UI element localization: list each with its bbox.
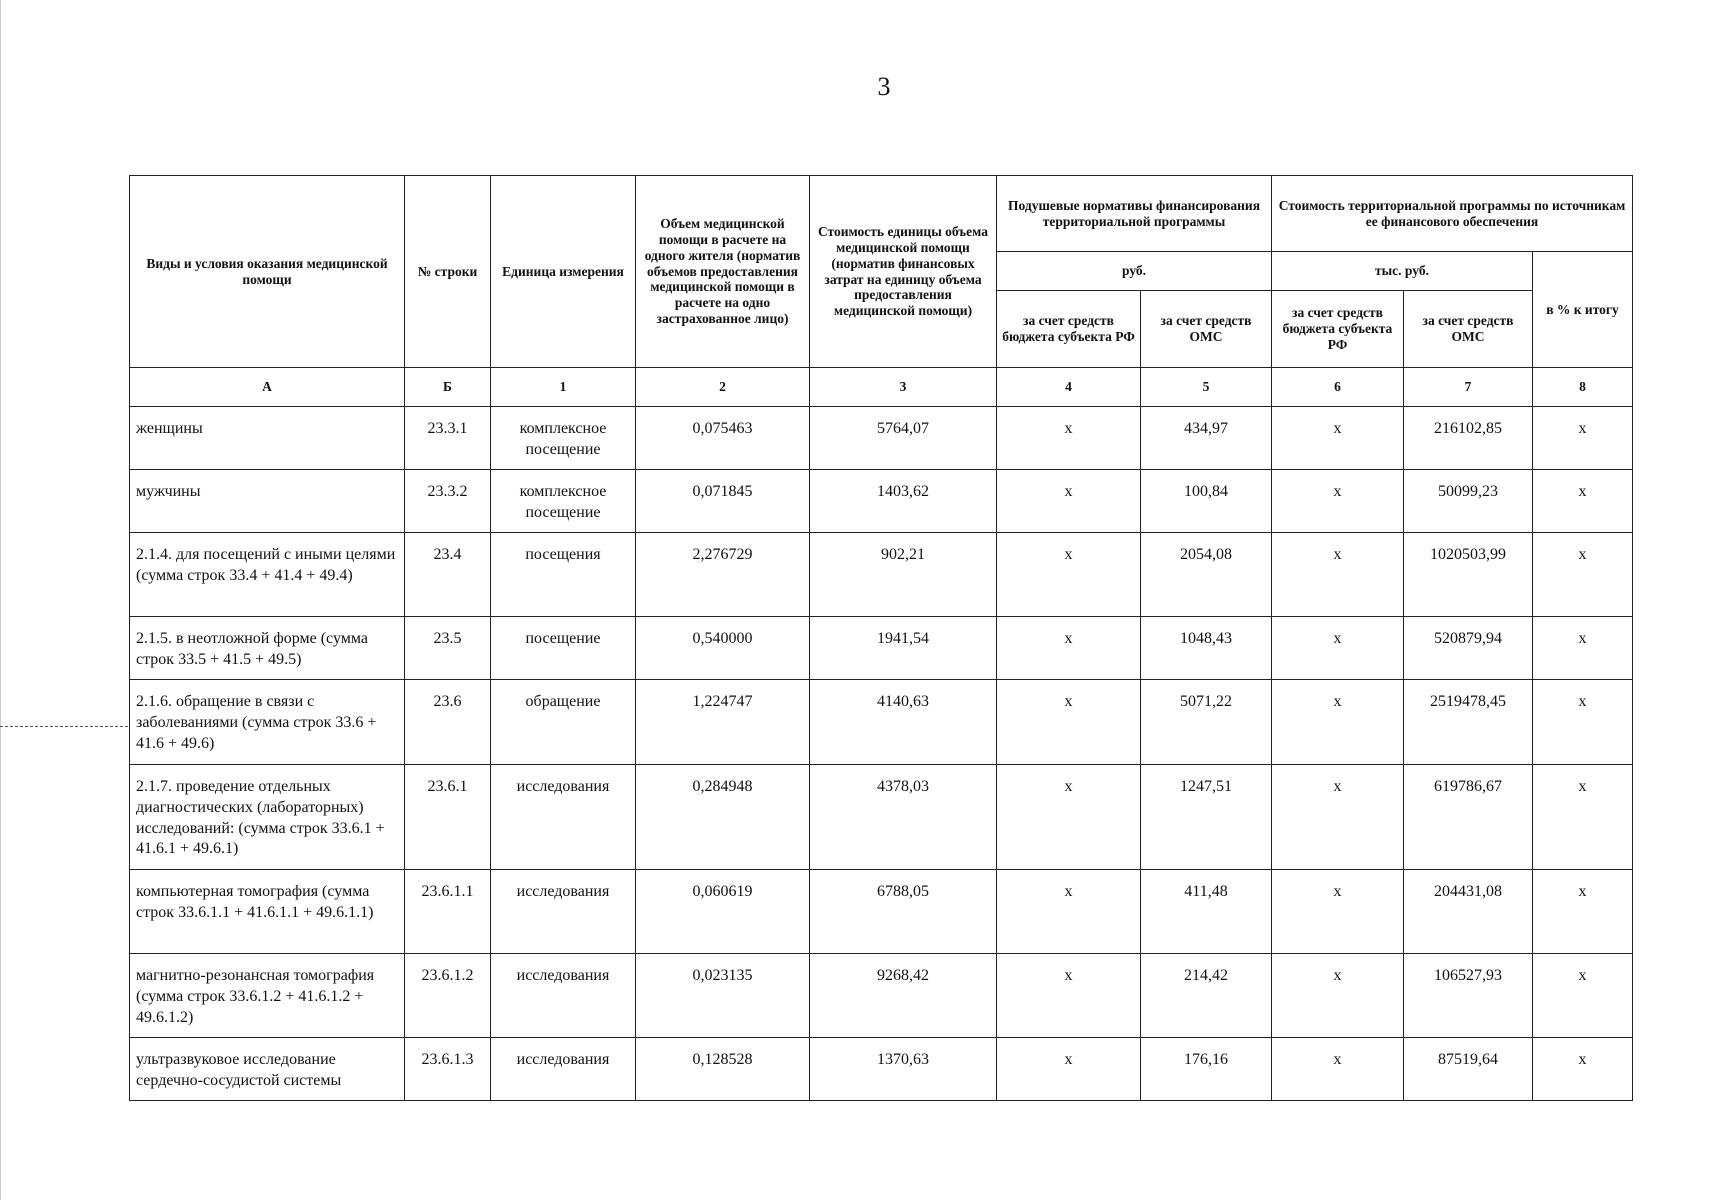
row-c5: 176,16: [1141, 1038, 1272, 1101]
index-cell: 3: [810, 368, 997, 407]
index-cell: 4: [997, 368, 1141, 407]
table-row: [130, 407, 1633, 470]
row-c6: х: [1272, 533, 1404, 617]
header-col-b: № строки: [405, 176, 491, 368]
row-c7: 204431,08: [1404, 870, 1533, 954]
row-c5: 1247,51: [1141, 765, 1272, 870]
row-c7: 216102,85: [1404, 407, 1533, 470]
row-cost: 4378,03: [810, 765, 997, 870]
row-c6: х: [1272, 765, 1404, 870]
row-c8: х: [1533, 533, 1633, 617]
row-name: женщины: [130, 407, 405, 470]
table-row: [130, 533, 1633, 617]
header-col-a: Виды и условия оказания медицинской помощи: [130, 176, 405, 368]
row-c4: х: [997, 407, 1141, 470]
table-body: [130, 407, 1633, 1101]
header-col-3: Стоимость единицы объема медицинской помощи (норматив финансовых затрат на единицу объема предоставления медицинской помощи): [810, 176, 997, 368]
row-volume: 0,060619: [636, 870, 810, 954]
row-name: магнитно-резонансная томография (сумма строк 33.6.1.2 + 41.6.1.2 + 49.6.1.2): [130, 954, 405, 1038]
row-c4: х: [997, 617, 1141, 680]
row-cost: 1403,62: [810, 470, 997, 533]
row-code: 23.6: [405, 680, 491, 765]
row-c6: х: [1272, 407, 1404, 470]
row-unit: исследования: [491, 765, 636, 870]
header-col-7: за счет средств ОМС: [1404, 291, 1533, 368]
row-c8: х: [1533, 470, 1633, 533]
table-row: [130, 1038, 1633, 1101]
row-code: 23.6.1.3: [405, 1038, 491, 1101]
row-unit: исследования: [491, 954, 636, 1038]
row-cost: 9268,42: [810, 954, 997, 1038]
row-unit: комплексное посещение: [491, 470, 636, 533]
row-c8: х: [1533, 870, 1633, 954]
table-row: [130, 870, 1633, 954]
page-number: 3: [877, 72, 891, 101]
row-volume: 0,023135: [636, 954, 810, 1038]
row-c4: х: [997, 954, 1141, 1038]
row-c4: х: [997, 680, 1141, 765]
row-c8: х: [1533, 765, 1633, 870]
table-row: [130, 470, 1633, 533]
index-cell: 6: [1272, 368, 1404, 407]
row-c6: х: [1272, 617, 1404, 680]
row-c5: 100,84: [1141, 470, 1272, 533]
column-index-row: [130, 368, 1633, 407]
row-c5: 214,42: [1141, 954, 1272, 1038]
row-code: 23.5: [405, 617, 491, 680]
index-cell: 1: [491, 368, 636, 407]
row-c7: 2519478,45: [1404, 680, 1533, 765]
index-cell: 5: [1141, 368, 1272, 407]
row-volume: 0,071845: [636, 470, 810, 533]
row-c6: х: [1272, 680, 1404, 765]
row-c4: х: [997, 870, 1141, 954]
row-name: ультразвуковое исследование сердечно-сосудистой системы: [130, 1038, 405, 1101]
row-name: 2.1.5. в неотложной форме (сумма строк 33.5 + 41.5 + 49.5): [130, 617, 405, 680]
financing-table-container: [129, 175, 1633, 1101]
row-c8: х: [1533, 680, 1633, 765]
row-c5: 2054,08: [1141, 533, 1272, 617]
header-unit-thousand-rub: тыс. руб.: [1272, 252, 1533, 291]
row-c7: 50099,23: [1404, 470, 1533, 533]
row-cost: 1370,63: [810, 1038, 997, 1101]
row-code: 23.6.1: [405, 765, 491, 870]
row-code: 23.6.1.2: [405, 954, 491, 1038]
row-c7: 1020503,99: [1404, 533, 1533, 617]
row-c6: х: [1272, 470, 1404, 533]
row-unit: комплексное посещение: [491, 407, 636, 470]
row-name: мужчины: [130, 470, 405, 533]
header-group-cost: Стоимость территориальной программы по источникам ее финансового обеспечения: [1272, 176, 1633, 252]
row-c4: х: [997, 533, 1141, 617]
table-header: [130, 176, 1633, 407]
row-volume: 2,276729: [636, 533, 810, 617]
row-volume: 0,075463: [636, 407, 810, 470]
row-code: 23.3.1: [405, 407, 491, 470]
row-c7: 87519,64: [1404, 1038, 1533, 1101]
row-volume: 0,128528: [636, 1038, 810, 1101]
row-cost: 1941,54: [810, 617, 997, 680]
index-cell: Б: [405, 368, 491, 407]
scan-artifact-dash: [0, 726, 128, 727]
table-row: [130, 617, 1633, 680]
row-c5: 5071,22: [1141, 680, 1272, 765]
row-c6: х: [1272, 954, 1404, 1038]
header-unit-rub: руб.: [997, 252, 1272, 291]
row-code: 23.6.1.1: [405, 870, 491, 954]
index-cell: А: [130, 368, 405, 407]
row-unit: исследования: [491, 870, 636, 954]
row-volume: 0,540000: [636, 617, 810, 680]
row-volume: 0,284948: [636, 765, 810, 870]
row-unit: посещения: [491, 533, 636, 617]
financing-table: [129, 175, 1633, 1101]
row-c8: х: [1533, 407, 1633, 470]
row-c5: 411,48: [1141, 870, 1272, 954]
row-name: компьютерная томография (сумма строк 33.6.1.1 + 41.6.1.1 + 49.6.1.1): [130, 870, 405, 954]
header-group-per-capita: Подушевые нормативы финансирования территориальной программы: [997, 176, 1272, 252]
index-cell: 7: [1404, 368, 1533, 407]
row-name: 2.1.7. проведение отдельных диагностических (лабораторных) исследований: (сумма строк 33.6.1 + 41.6.1 + 49.6.1): [130, 765, 405, 870]
row-c8: х: [1533, 954, 1633, 1038]
header-col-2: Объем медицинской помощи в расчете на одного жителя (норматив объемов предоставления медицинской помощи в расчете на одно застрахованное лицо): [636, 176, 810, 368]
scan-margin-line: [0, 0, 1, 1200]
row-code: 23.3.2: [405, 470, 491, 533]
header-col-5: за счет средств ОМС: [1141, 291, 1272, 368]
row-c4: х: [997, 1038, 1141, 1101]
row-c4: х: [997, 470, 1141, 533]
row-c6: х: [1272, 870, 1404, 954]
row-cost: 5764,07: [810, 407, 997, 470]
row-cost: 6788,05: [810, 870, 997, 954]
row-c6: х: [1272, 1038, 1404, 1101]
header-col-8: в % к итогу: [1533, 252, 1633, 368]
row-unit: исследования: [491, 1038, 636, 1101]
header-col-6: за счет средств бюджета субъекта РФ: [1272, 291, 1404, 368]
row-volume: 1,224747: [636, 680, 810, 765]
row-name: 2.1.6. обращение в связи с заболеваниями (сумма строк 33.6 + 41.6 + 49.6): [130, 680, 405, 765]
row-code: 23.4: [405, 533, 491, 617]
row-cost: 902,21: [810, 533, 997, 617]
row-c5: 1048,43: [1141, 617, 1272, 680]
row-c5: 434,97: [1141, 407, 1272, 470]
table-row: [130, 680, 1633, 765]
index-cell: 8: [1533, 368, 1633, 407]
row-name: 2.1.4. для посещений с иными целями (сумма строк 33.4 + 41.4 + 49.4): [130, 533, 405, 617]
row-c7: 619786,67: [1404, 765, 1533, 870]
row-unit: обращение: [491, 680, 636, 765]
row-c4: х: [997, 765, 1141, 870]
row-c8: х: [1533, 617, 1633, 680]
table-row: [130, 954, 1633, 1038]
header-col-1: Единица измерения: [491, 176, 636, 368]
row-c8: х: [1533, 1038, 1633, 1101]
row-unit: посещение: [491, 617, 636, 680]
table-row: [130, 765, 1633, 870]
row-c7: 520879,94: [1404, 617, 1533, 680]
index-cell: 2: [636, 368, 810, 407]
row-c7: 106527,93: [1404, 954, 1533, 1038]
header-col-4: за счет средств бюджета субъекта РФ: [997, 291, 1141, 368]
row-cost: 4140,63: [810, 680, 997, 765]
